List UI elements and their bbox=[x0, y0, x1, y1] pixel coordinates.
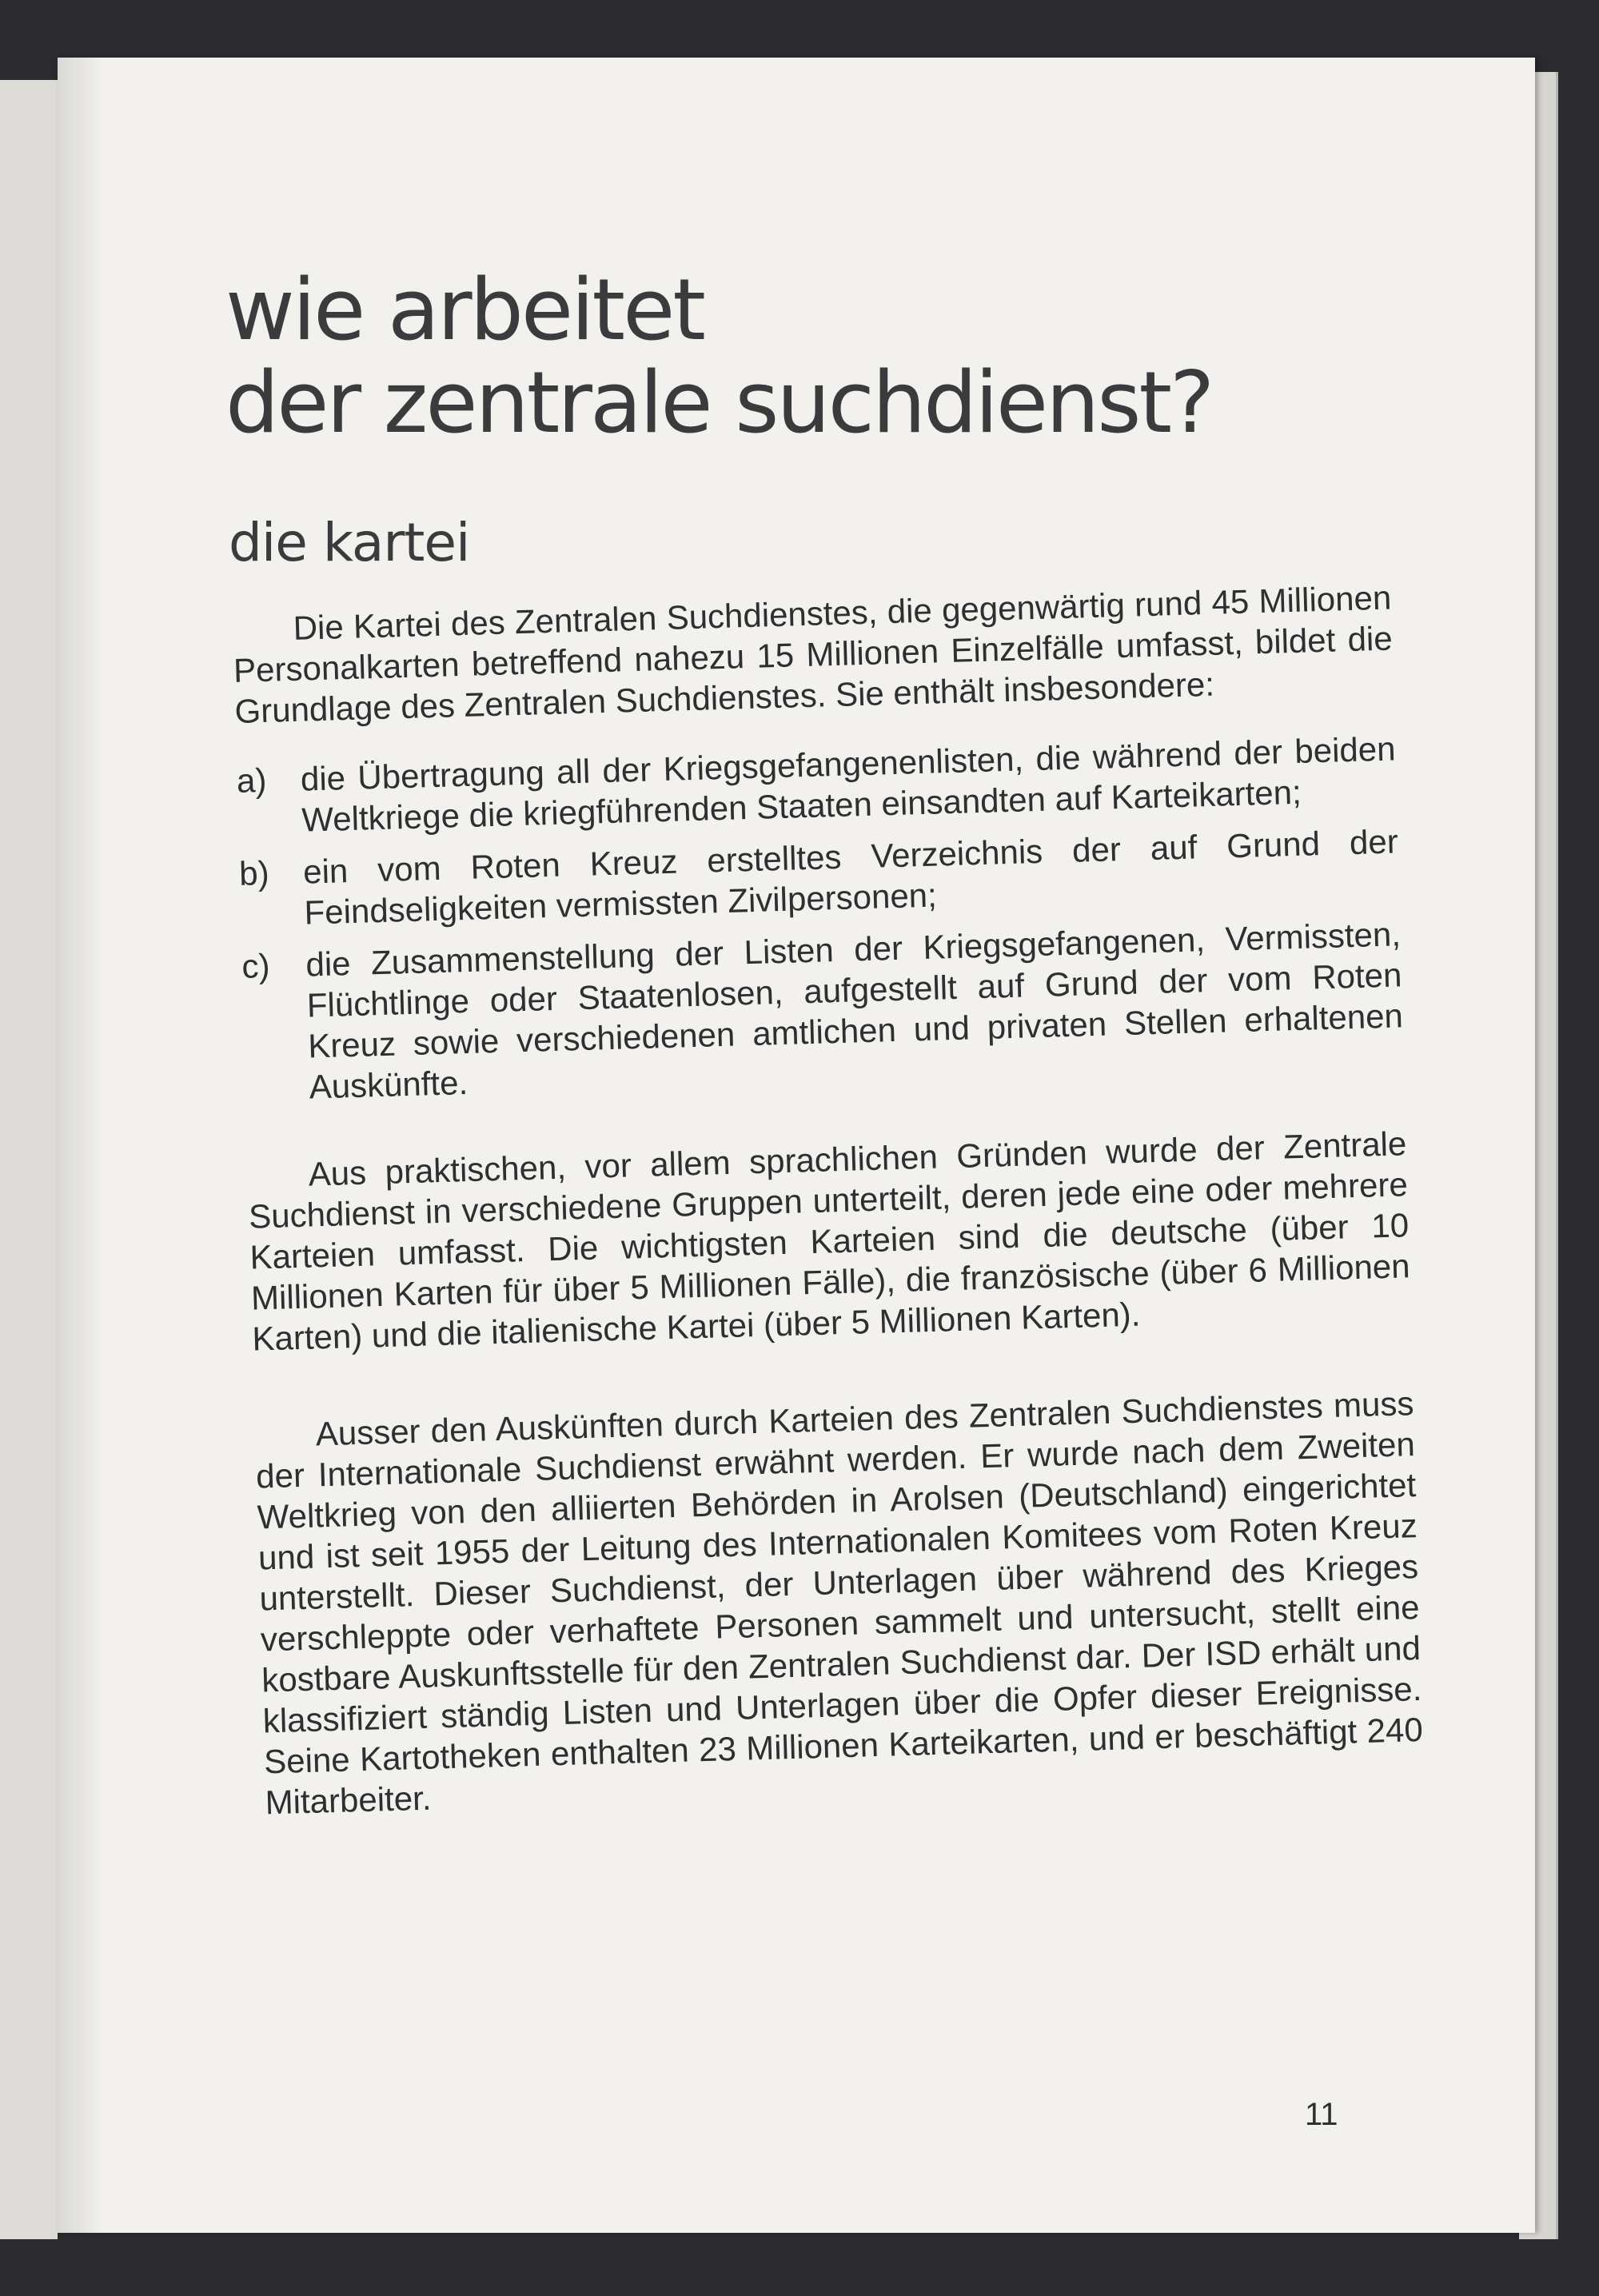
paragraph-international-tracing-service: Ausser den Auskünften durch Karteien des Zentralen Suchdienstes muss der Internationale Suchdienst erwähnt werden. Er wurde nach dem Zweiten Weltkrieg von den alliierten Behörden in Arolsen (Deutschland) eingerichtet und ist seit 1955 der Leitung des Internationalen Komitees vom Roten Kreuz unterstellt. Dieser Suchdienst, der Unterlagen über während des Krieges verschleppte oder verhaftete Personen sammelt und untersucht, stellt eine kostbare Auskunftsstelle für den Zentralen Suchdienst dar. Der ISD erhält und klassifiziert ständig Listen und Unterlagen über die Opfer dieser Ereignisse. Seine Kartotheken enthalten 23 Millionen Karteikarten, und er beschäftigt 240 Mitarbeiter. bbox=[255, 1384, 1424, 1822]
facing-page-edge bbox=[0, 80, 58, 2239]
page-title bbox=[225, 261, 1213, 452]
body-text bbox=[232, 577, 1425, 1823]
spine-shadow bbox=[58, 58, 106, 2233]
page-number: 11 bbox=[1305, 2097, 1338, 2132]
section-heading: die kartei bbox=[229, 512, 470, 573]
paragraph-card-indexes: Aus praktischen, vor allem sprachlichen Gründen wurde der Zentrale Suchdienst in verschiedene Gruppen unterteilt, deren jede eine oder mehrere Karteien umfasst. Die wichtigsten Karteien sind die deutsche (über 10 Millionen Karten für über 5 Millionen Fälle), die französische (über 6 Millionen Karten) und die italienische Kartei (über 5 Millionen Karten). bbox=[248, 1124, 1411, 1358]
list-item-text: die Übertragung all der Kriegsgefangenenlisten, die während der beiden Weltkriege die kriegführenden Staaten einsandten auf Karteikarten; bbox=[300, 729, 1397, 839]
title-line-1: wie arbeitet bbox=[225, 261, 704, 359]
list-item-text: die Zusammenstellung der Listen der Kriegsgefangenen, Vermissten, Flüchtlinge oder Staatenlosen, aufgestellt auf Grund der vom Roten Kreuz sowie verschiedenen amtlichen und privaten Stellen erhaltenen Auskünfte. bbox=[305, 915, 1404, 1106]
title-line-2: der zentrale suchdienst? bbox=[225, 353, 1213, 452]
booklet-page bbox=[58, 58, 1535, 2233]
list-item bbox=[241, 913, 1405, 1108]
list-marker: b) bbox=[238, 853, 270, 892]
contents-list bbox=[236, 728, 1405, 1108]
list-marker: a) bbox=[236, 761, 267, 800]
list-item-text: ein vom Roten Kreuz erstelltes Verzeichnis der auf Grund der Feindseligkeiten vermissten Zivilpersonen; bbox=[302, 822, 1399, 932]
list-marker: c) bbox=[241, 946, 271, 985]
paragraph-intro: Die Kartei des Zentralen Suchdienstes, die gegenwärtig rund 45 Millionen Personalkarten betreffend nahezu 15 Millionen Einzelfälle umfasst, bildet die Grundlage des Zentralen Suchdienstes. Sie enthält insbesondere: bbox=[233, 578, 1394, 730]
